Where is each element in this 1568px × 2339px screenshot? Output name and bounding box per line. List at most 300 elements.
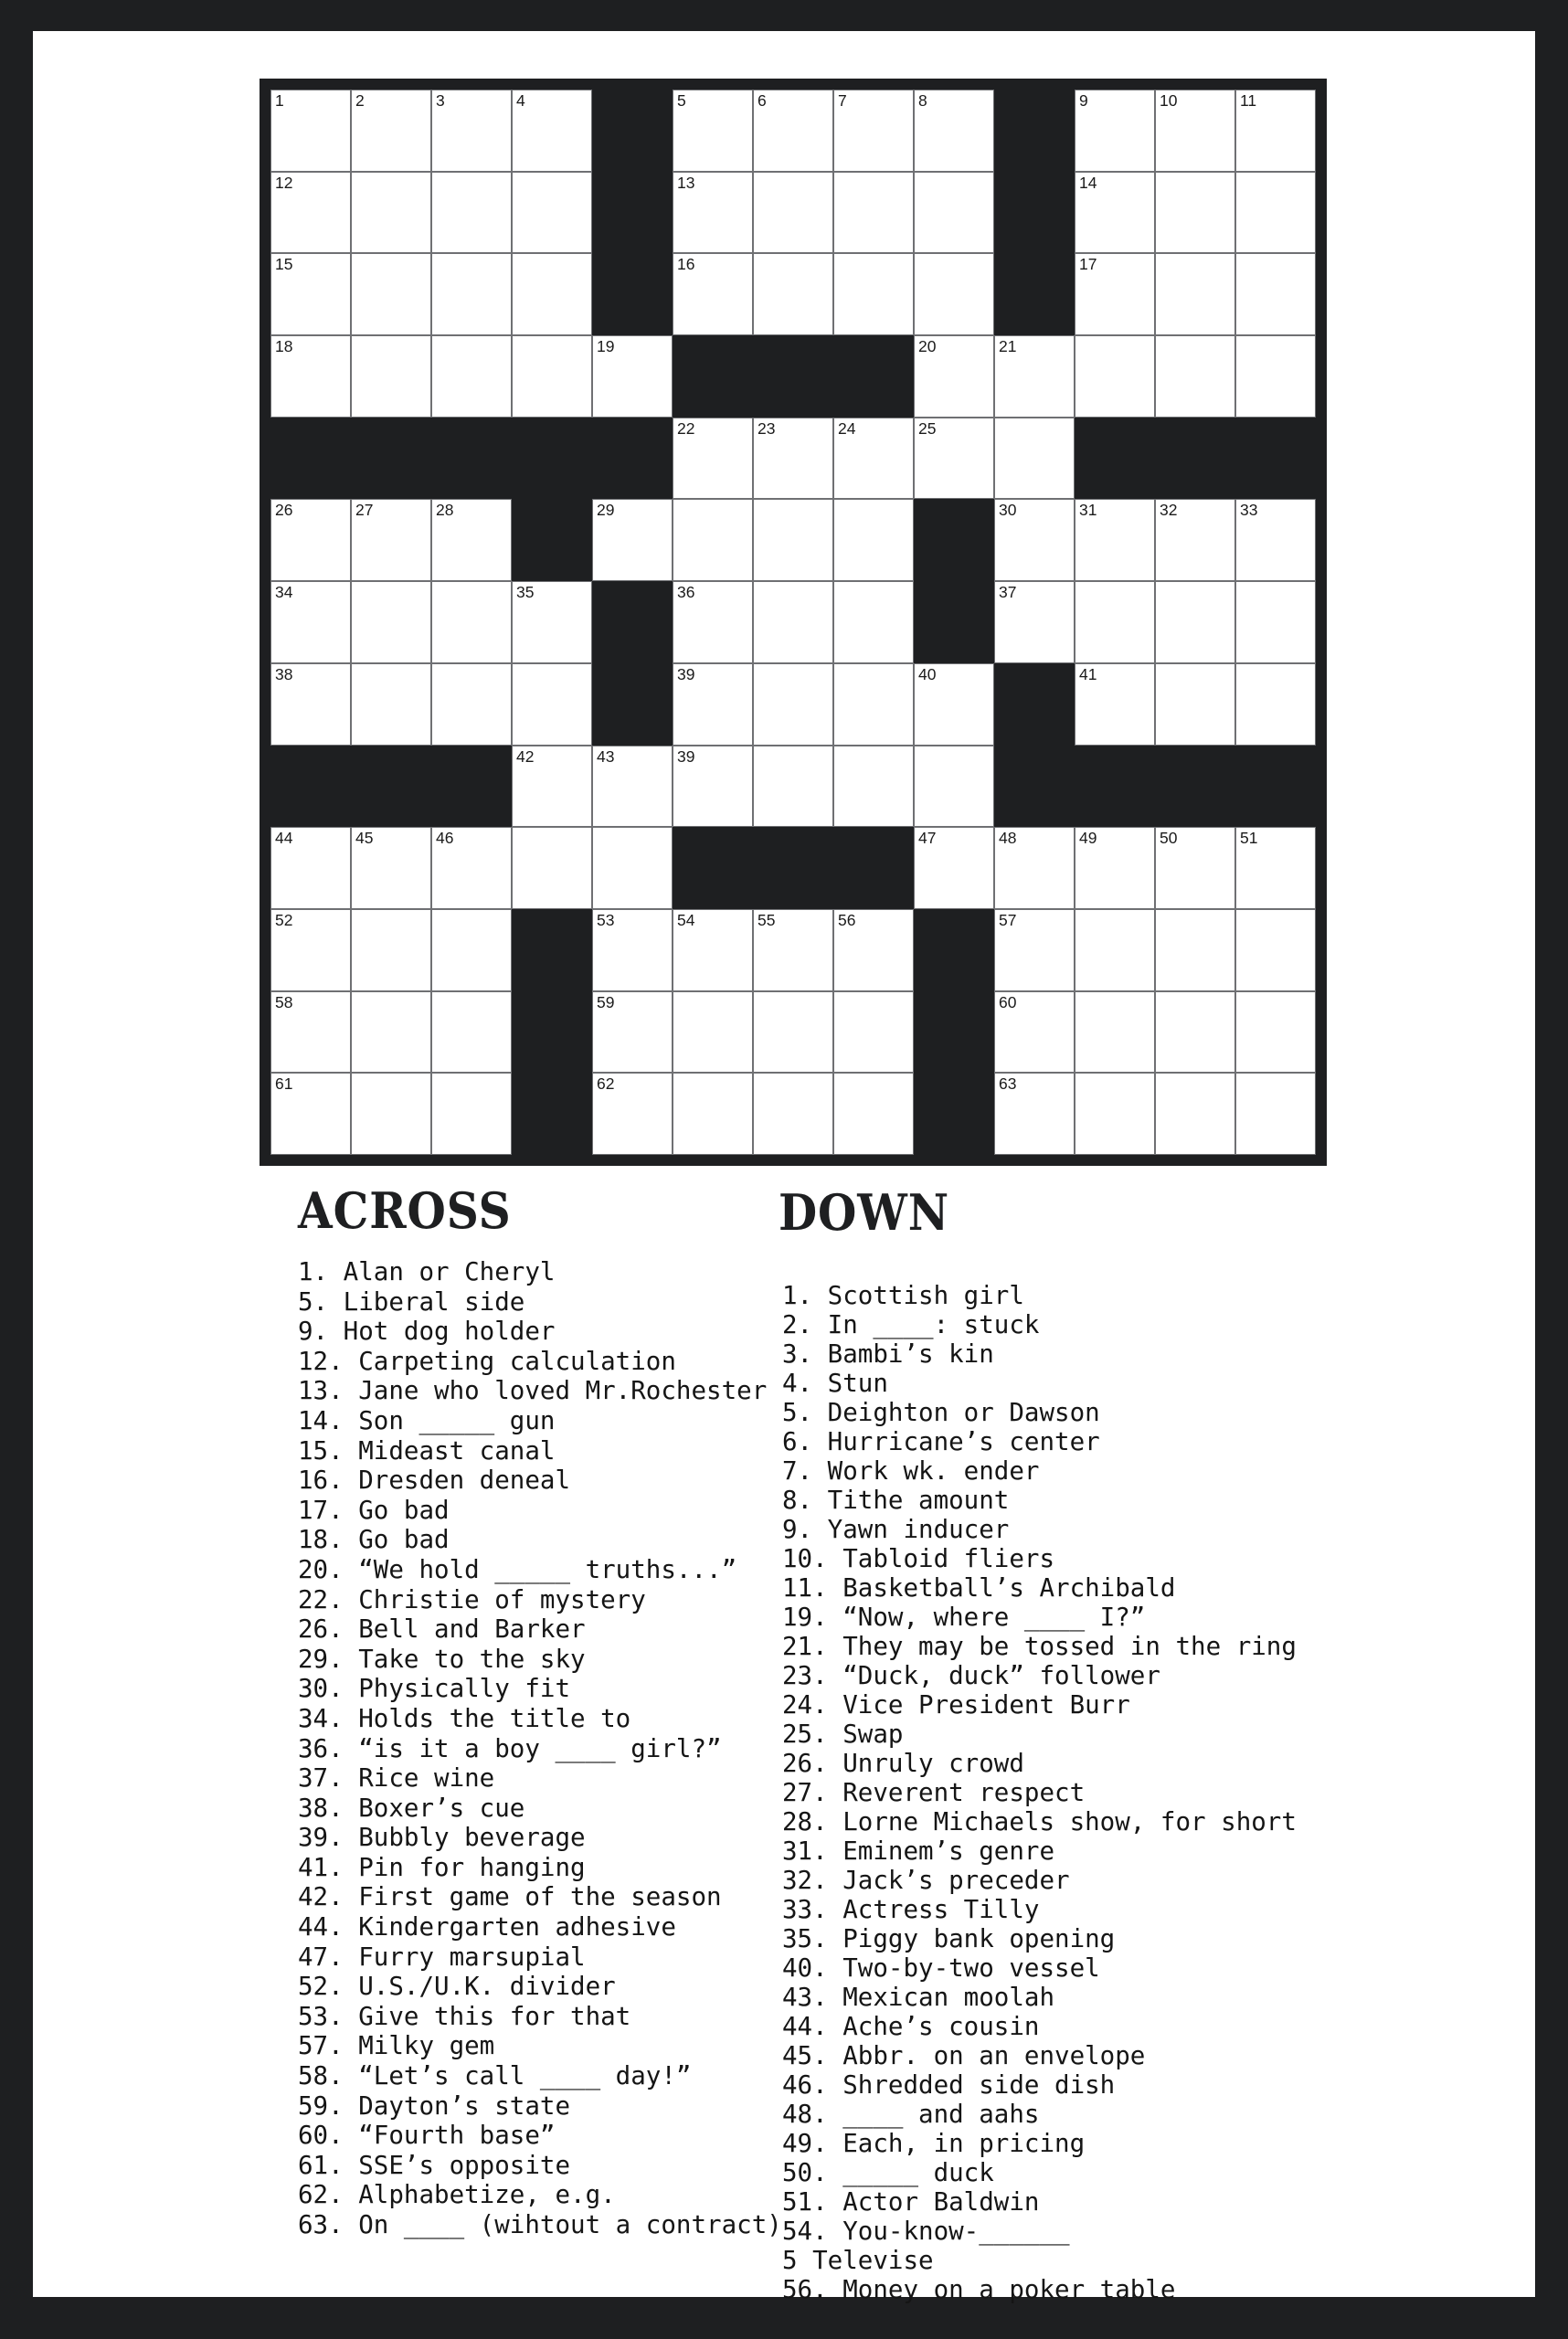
cell-number: 10 (1160, 91, 1178, 110)
cell-number: 46 (436, 829, 454, 848)
down-clue-23[interactable]: 35. Piggy bank opening (782, 1924, 1116, 1953)
across-clue-23[interactable]: 44. Kindergarten adhesive (298, 1912, 676, 1942)
grid-cell-r4c9[interactable] (914, 335, 994, 418)
grid-cell-r10c1[interactable] (270, 827, 351, 909)
cell-number: 61 (275, 1074, 293, 1094)
cell-number: 57 (999, 910, 1017, 929)
grid-cell-r4c4[interactable] (512, 335, 592, 418)
grid-cell-r9c5[interactable] (592, 746, 673, 828)
black-square (270, 418, 351, 500)
black-square (1155, 418, 1235, 500)
grid-cell-r8c9[interactable] (914, 663, 994, 746)
grid-cell-r11c13[interactable] (1235, 909, 1316, 991)
across-clue-25[interactable]: 52. U.S./U.K. divider (298, 1972, 616, 2002)
grid-cell-r9c6[interactable] (673, 746, 753, 828)
grid-cell-r2c13[interactable] (1235, 172, 1316, 254)
down-clue-21[interactable]: 32. Jack’s preceder (782, 1866, 1070, 1895)
cell-number: 52 (275, 910, 293, 929)
down-clue-27[interactable]: 45. Abbr. on an envelope (782, 2041, 1146, 2070)
down-clue-30[interactable]: 49. Each, in pricing (782, 2129, 1086, 2158)
cell-number: 28 (436, 501, 454, 520)
grid-cell-r7c11[interactable] (1075, 581, 1155, 663)
across-clue-15[interactable]: 30. Physically fit (298, 1674, 571, 1704)
grid-cell-r7c2[interactable] (351, 581, 431, 663)
grid-cell-r7c8[interactable] (833, 581, 914, 663)
black-square (994, 663, 1075, 746)
grid-cell-r8c12[interactable] (1155, 663, 1235, 746)
down-clue-26[interactable]: 44. Ache’s cousin (782, 2012, 1040, 2041)
black-square (592, 172, 673, 254)
grid-cell-r11c1[interactable] (270, 909, 351, 991)
grid-cell-r10c11[interactable] (1075, 827, 1155, 909)
grid-cell-r13c5[interactable] (592, 1073, 673, 1155)
down-clue-3[interactable]: 3. Bambi’s kin (782, 1339, 994, 1369)
grid-cell-r1c6[interactable] (673, 90, 753, 172)
grid-cell-r10c5[interactable] (592, 827, 673, 909)
grid-cell-r12c8[interactable] (833, 991, 914, 1074)
cell-number: 25 (918, 418, 937, 438)
grid-cell-r13c10[interactable] (994, 1073, 1075, 1155)
grid-cell-r2c6[interactable] (673, 172, 753, 254)
down-clue-16[interactable]: 25. Swap (782, 1720, 904, 1749)
cell-number: 16 (677, 255, 695, 274)
black-square (512, 499, 592, 581)
grid-cell-r4c10[interactable] (994, 335, 1075, 418)
down-clue-7[interactable]: 7. Work wk. ender (782, 1456, 1040, 1486)
cell-number: 38 (275, 664, 293, 683)
grid-cell-r12c5[interactable] (592, 991, 673, 1074)
grid-cell-r10c10[interactable] (994, 827, 1075, 909)
cell-number: 42 (516, 746, 535, 766)
cell-number: 18 (275, 337, 293, 356)
grid-cell-r11c7[interactable] (753, 909, 833, 991)
cell-number: 54 (677, 910, 695, 929)
black-square (914, 499, 994, 581)
grid-cell-r2c1[interactable] (270, 172, 351, 254)
cell-number: 15 (275, 255, 293, 274)
cell-number: 19 (597, 337, 615, 356)
black-square (914, 1073, 994, 1155)
grid-cell-r7c4[interactable] (512, 581, 592, 663)
black-square (512, 1073, 592, 1155)
grid-cell-r4c11[interactable] (1075, 335, 1155, 418)
grid-cell-r11c11[interactable] (1075, 909, 1155, 991)
across-clue-14[interactable]: 29. Take to the sky (298, 1644, 586, 1674)
grid-cell-r1c8[interactable] (833, 90, 914, 172)
grid-cell-r3c7[interactable] (753, 253, 833, 335)
cell-number: 50 (1160, 829, 1178, 848)
cell-number: 21 (999, 337, 1017, 356)
grid-cell-r1c2[interactable] (351, 90, 431, 172)
grid-cell-r1c13[interactable] (1235, 90, 1316, 172)
cell-number: 51 (1240, 829, 1258, 848)
cell-number: 7 (838, 91, 847, 110)
cell-number: 55 (758, 910, 776, 929)
grid-cell-r4c1[interactable] (270, 335, 351, 418)
down-clue-12[interactable]: 19. “Now, where ____ I?” (782, 1603, 1146, 1632)
across-clue-1[interactable]: 1. Alan or Cheryl (298, 1257, 556, 1286)
grid-cell-r13c8[interactable] (833, 1073, 914, 1155)
cell-number: 6 (758, 91, 767, 110)
grid-cell-r8c7[interactable] (753, 663, 833, 746)
grid-cell-r6c8[interactable] (833, 499, 914, 581)
down-clue-18[interactable]: 27. Reverent respect (782, 1778, 1086, 1807)
across-clue-4[interactable]: 12. Carpeting calculation (298, 1346, 676, 1376)
cell-number: 13 (677, 173, 695, 192)
down-clue-8[interactable]: 8. Tithe amount (782, 1486, 1010, 1515)
down-clue-4[interactable]: 4. Stun (782, 1369, 888, 1398)
cell-number: 53 (597, 910, 615, 929)
cell-number: 36 (677, 583, 695, 602)
black-square (994, 172, 1075, 254)
cell-number: 4 (516, 91, 525, 110)
black-square (592, 663, 673, 746)
across-clue-21[interactable]: 41. Pin for hanging (298, 1852, 586, 1882)
black-square (351, 746, 431, 828)
grid-cell-r13c7[interactable] (753, 1073, 833, 1155)
grid-cell-r1c9[interactable] (914, 90, 994, 172)
down-clue-13[interactable]: 21. They may be tossed in the ring (782, 1632, 1297, 1661)
across-clue-28[interactable]: 58. “Let’s call ____ day!” (298, 2061, 692, 2091)
across-clue-22[interactable]: 42. First game of the season (298, 1882, 722, 1912)
grid-cell-r2c8[interactable] (833, 172, 914, 254)
grid-cell-r5c7[interactable] (753, 418, 833, 500)
cell-number: 12 (275, 173, 293, 192)
grid-cell-r13c13[interactable] (1235, 1073, 1316, 1155)
grid-cell-r3c4[interactable] (512, 253, 592, 335)
grid-cell-r3c8[interactable] (833, 253, 914, 335)
across-clue-17[interactable]: 36. “is it a boy ____ girl?” (298, 1733, 722, 1763)
grid-cell-r11c8[interactable] (833, 909, 914, 991)
grid-cell-r4c13[interactable] (1235, 335, 1316, 418)
grid-cell-r8c1[interactable] (270, 663, 351, 746)
across-clue-19[interactable]: 38. Boxer’s cue (298, 1793, 525, 1823)
black-square (673, 335, 753, 418)
grid-cell-r1c1[interactable] (270, 90, 351, 172)
grid-cell-r1c7[interactable] (753, 90, 833, 172)
across-clue-31[interactable]: 61. SSE’s opposite (298, 2150, 571, 2180)
cell-number: 35 (516, 583, 535, 602)
grid-cell-r3c2[interactable] (351, 253, 431, 335)
cell-number: 9 (1079, 91, 1088, 110)
grid-cell-r3c12[interactable] (1155, 253, 1235, 335)
black-square (1075, 418, 1155, 500)
black-square (512, 418, 592, 500)
grid-cell-r6c12[interactable] (1155, 499, 1235, 581)
black-square (994, 253, 1075, 335)
grid-cell-r3c9[interactable] (914, 253, 994, 335)
grid-cell-r11c2[interactable] (351, 909, 431, 991)
down-clue-list (782, 1281, 1297, 2304)
black-square (1075, 746, 1155, 828)
black-square (994, 90, 1075, 172)
across-clue-32[interactable]: 62. Alphabetize, e.g. (298, 2180, 616, 2210)
grid-cell-r9c4[interactable] (512, 746, 592, 828)
grid-cell-r8c8[interactable] (833, 663, 914, 746)
cell-number: 24 (838, 418, 856, 438)
across-clue-16[interactable]: 34. Holds the title to (298, 1703, 631, 1733)
cell-number: 29 (597, 501, 615, 520)
grid-cell-r7c3[interactable] (431, 581, 512, 663)
cell-number: 33 (1240, 501, 1258, 520)
grid-cell-r10c13[interactable] (1235, 827, 1316, 909)
grid-cell-r1c11[interactable] (1075, 90, 1155, 172)
down-clue-2[interactable]: 2. In ____: stuck (782, 1310, 1040, 1339)
down-clue-15[interactable]: 24. Vice President Burr (782, 1690, 1130, 1720)
black-square (753, 827, 833, 909)
grid-cell-r10c2[interactable] (351, 827, 431, 909)
grid-cell-r5c9[interactable] (914, 418, 994, 500)
down-clue-29[interactable]: 48. ____ and aahs (782, 2100, 1040, 2129)
down-clue-14[interactable]: 23. “Duck, duck” follower (782, 1661, 1160, 1690)
down-clue-25[interactable]: 43. Mexican moolah (782, 1983, 1055, 2012)
grid-cell-r6c6[interactable] (673, 499, 753, 581)
cell-number: 27 (355, 501, 374, 520)
grid-cell-r5c6[interactable] (673, 418, 753, 500)
grid-cell-r7c6[interactable] (673, 581, 753, 663)
grid-cell-r12c10[interactable] (994, 991, 1075, 1074)
grid-cell-r8c13[interactable] (1235, 663, 1316, 746)
black-square (1235, 418, 1316, 500)
cell-number: 63 (999, 1074, 1017, 1094)
grid-cell-r4c5[interactable] (592, 335, 673, 418)
across-clue-11[interactable]: 20. “We hold _____ truths...” (298, 1554, 737, 1584)
down-clue-35[interactable]: 56. Money on a poker table (782, 2275, 1176, 2304)
grid-cell-r13c11[interactable] (1075, 1073, 1155, 1155)
cell-number: 40 (918, 664, 937, 683)
cell-number: 1 (275, 91, 284, 110)
crossword-grid (260, 79, 1327, 1166)
cell-number: 56 (838, 910, 856, 929)
down-clue-28[interactable]: 46. Shredded side dish (782, 2070, 1116, 2100)
grid-cell-r4c2[interactable] (351, 335, 431, 418)
cell-number: 58 (275, 992, 293, 1011)
grid-cell-r13c1[interactable] (270, 1073, 351, 1155)
grid-cell-r6c13[interactable] (1235, 499, 1316, 581)
black-square (1155, 746, 1235, 828)
grid-cell-r11c12[interactable] (1155, 909, 1235, 991)
grid-cell-r6c10[interactable] (994, 499, 1075, 581)
across-clue-20[interactable]: 39. Bubbly beverage (298, 1823, 586, 1853)
black-square (994, 746, 1075, 828)
down-clue-33[interactable]: 54. You-know-______ (782, 2217, 1070, 2246)
black-square (753, 335, 833, 418)
grid-cell-r3c1[interactable] (270, 253, 351, 335)
down-clue-17[interactable]: 26. Unruly crowd (782, 1749, 1024, 1778)
grid-cell-r2c9[interactable] (914, 172, 994, 254)
grid-cell-r2c11[interactable] (1075, 172, 1155, 254)
across-clue-33[interactable]: 63. On ____ (wihtout a contract) (298, 2210, 782, 2239)
across-heading: ACROSS (298, 1181, 512, 1240)
grid-cell-r8c11[interactable] (1075, 663, 1155, 746)
grid-cell-r1c4[interactable] (512, 90, 592, 172)
grid-cell-r12c2[interactable] (351, 991, 431, 1074)
cell-number: 3 (436, 91, 445, 110)
cell-number: 30 (999, 501, 1017, 520)
cell-number: 43 (597, 746, 615, 766)
grid-cell-r2c12[interactable] (1155, 172, 1235, 254)
across-clue-5[interactable]: 13. Jane who loved Mr.Rochester (298, 1376, 768, 1406)
grid-cell-r13c3[interactable] (431, 1073, 512, 1155)
grid-cell-r10c12[interactable] (1155, 827, 1235, 909)
cell-number: 49 (1079, 829, 1097, 848)
grid-cell-r4c12[interactable] (1155, 335, 1235, 418)
black-square (673, 827, 753, 909)
cell-number: 37 (999, 583, 1017, 602)
grid-cell-r4c3[interactable] (431, 335, 512, 418)
grid-cell-r13c2[interactable] (351, 1073, 431, 1155)
cell-number: 45 (355, 829, 374, 848)
across-clue-8[interactable]: 16. Dresden deneal (298, 1466, 571, 1496)
down-clue-11[interactable]: 11. Basketball’s Archibald (782, 1573, 1176, 1603)
down-clue-9[interactable]: 9. Yawn inducer (782, 1515, 1010, 1544)
grid-cell-r9c8[interactable] (833, 746, 914, 828)
grid-cell-r6c1[interactable] (270, 499, 351, 581)
down-clue-32[interactable]: 51. Actor Baldwin (782, 2187, 1040, 2217)
grid-cell-r12c7[interactable] (753, 991, 833, 1074)
grid-cell-r8c4[interactable] (512, 663, 592, 746)
black-square (833, 335, 914, 418)
black-square (914, 909, 994, 991)
black-square (592, 90, 673, 172)
down-clue-19[interactable]: 28. Lorne Michaels show, for short (782, 1807, 1297, 1836)
cell-number: 41 (1079, 664, 1097, 683)
across-clue-2[interactable]: 5. Liberal side (298, 1286, 525, 1317)
grid-cell-r9c7[interactable] (753, 746, 833, 828)
grid-cell-r13c12[interactable] (1155, 1073, 1235, 1155)
cell-number: 39 (677, 746, 695, 766)
grid-cell-r7c7[interactable] (753, 581, 833, 663)
cell-number: 34 (275, 583, 293, 602)
across-clue-30[interactable]: 60. “Fourth base” (298, 2121, 556, 2151)
black-square (592, 253, 673, 335)
cell-number: 60 (999, 992, 1017, 1011)
grid-cell-r12c13[interactable] (1235, 991, 1316, 1074)
grid-cell-r12c11[interactable] (1075, 991, 1155, 1074)
grid-cell-r10c4[interactable] (512, 827, 592, 909)
cell-number: 5 (677, 91, 686, 110)
grid-cell-r8c2[interactable] (351, 663, 431, 746)
grid-cell-r7c10[interactable] (994, 581, 1075, 663)
down-heading: DOWN (779, 1183, 950, 1242)
across-clue-26[interactable]: 53. Give this for that (298, 2001, 631, 2031)
grid-cell-r8c3[interactable] (431, 663, 512, 746)
grid-cell-r6c5[interactable] (592, 499, 673, 581)
grid-cell-r13c6[interactable] (673, 1073, 753, 1155)
grid-cell-r9c9[interactable] (914, 746, 994, 828)
black-square (512, 991, 592, 1074)
grid-cell-r2c7[interactable] (753, 172, 833, 254)
black-square (431, 746, 512, 828)
grid-cell-r2c3[interactable] (431, 172, 512, 254)
grid-cell-r3c6[interactable] (673, 253, 753, 335)
cell-number: 2 (355, 91, 365, 110)
grid-cell-r6c3[interactable] (431, 499, 512, 581)
grid-cell-r12c6[interactable] (673, 991, 753, 1074)
cell-number: 59 (597, 992, 615, 1011)
black-square (1235, 746, 1316, 828)
black-square (914, 991, 994, 1074)
black-square (592, 581, 673, 663)
grid-cell-r11c10[interactable] (994, 909, 1075, 991)
grid-cell-r5c8[interactable] (833, 418, 914, 500)
grid-cell-r6c7[interactable] (753, 499, 833, 581)
grid-cell-r6c11[interactable] (1075, 499, 1155, 581)
down-clue-1[interactable]: 1. Scottish girl (782, 1281, 1024, 1310)
cell-number: 48 (999, 829, 1017, 848)
grid-cell-r3c13[interactable] (1235, 253, 1316, 335)
grid-cell-r3c11[interactable] (1075, 253, 1155, 335)
grid-cell-r12c3[interactable] (431, 991, 512, 1074)
down-clue-6[interactable]: 6. Hurricane’s center (782, 1427, 1100, 1456)
grid-cell-r1c12[interactable] (1155, 90, 1235, 172)
down-clue-20[interactable]: 31. Eminem’s genre (782, 1836, 1055, 1866)
grid-cell-r2c2[interactable] (351, 172, 431, 254)
across-clue-9[interactable]: 17. Go bad (298, 1495, 450, 1525)
grid-cell-r10c9[interactable] (914, 827, 994, 909)
black-square (914, 581, 994, 663)
down-clue-24[interactable]: 40. Two-by-two vessel (782, 1953, 1100, 1983)
grid-cell-r7c12[interactable] (1155, 581, 1235, 663)
across-clue-18[interactable]: 37. Rice wine (298, 1763, 495, 1794)
black-square (592, 418, 673, 500)
grid-cell-r11c6[interactable] (673, 909, 753, 991)
cell-number: 26 (275, 501, 293, 520)
cell-number: 22 (677, 418, 695, 438)
cell-number: 14 (1079, 173, 1097, 192)
down-clue-10[interactable]: 10. Tabloid fliers (782, 1544, 1055, 1573)
grid-cell-r1c3[interactable] (431, 90, 512, 172)
cell-number: 39 (677, 664, 695, 683)
down-clue-5[interactable]: 5. Deighton or Dawson (782, 1398, 1100, 1427)
grid-cell-r7c13[interactable] (1235, 581, 1316, 663)
cell-number: 44 (275, 829, 293, 848)
across-clue-12[interactable]: 22. Christie of mystery (298, 1584, 646, 1614)
across-clue-13[interactable]: 26. Bell and Barker (298, 1614, 586, 1645)
cell-number: 32 (1160, 501, 1178, 520)
grid-cell-r11c5[interactable] (592, 909, 673, 991)
grid-cell-r11c3[interactable] (431, 909, 512, 991)
across-clue-10[interactable]: 18. Go bad (298, 1525, 450, 1555)
down-clue-34[interactable]: 5 Televise (782, 2246, 934, 2275)
grid-cell-r12c12[interactable] (1155, 991, 1235, 1074)
cell-number: 23 (758, 418, 776, 438)
cell-number: 17 (1079, 255, 1097, 274)
down-clue-31[interactable]: 50. _____ duck (782, 2158, 994, 2187)
across-clue-24[interactable]: 47. Furry marsupial (298, 1942, 586, 1972)
cell-number: 20 (918, 337, 937, 356)
across-clue-27[interactable]: 57. Milky gem (298, 2031, 495, 2061)
down-clue-22[interactable]: 33. Actress Tilly (782, 1895, 1040, 1924)
black-square (351, 418, 431, 500)
grid-cell-r10c3[interactable] (431, 827, 512, 909)
grid-cell-r6c2[interactable] (351, 499, 431, 581)
grid-cell-r3c3[interactable] (431, 253, 512, 335)
across-clue-6[interactable]: 14. Son _____ gun (298, 1405, 556, 1435)
grid-cell-r2c4[interactable] (512, 172, 592, 254)
black-square (270, 746, 351, 828)
grid-cell-r5c10[interactable] (994, 418, 1075, 500)
cell-number: 62 (597, 1074, 615, 1094)
across-clue-3[interactable]: 9. Hot dog holder (298, 1317, 556, 1347)
grid-cell-r12c1[interactable] (270, 991, 351, 1074)
black-square (512, 909, 592, 991)
across-clue-29[interactable]: 59. Dayton’s state (298, 2090, 571, 2121)
across-clue-7[interactable]: 15. Mideast canal (298, 1435, 556, 1466)
grid-cell-r8c6[interactable] (673, 663, 753, 746)
grid-cell-r7c1[interactable] (270, 581, 351, 663)
across-clue-list (298, 1257, 782, 2240)
